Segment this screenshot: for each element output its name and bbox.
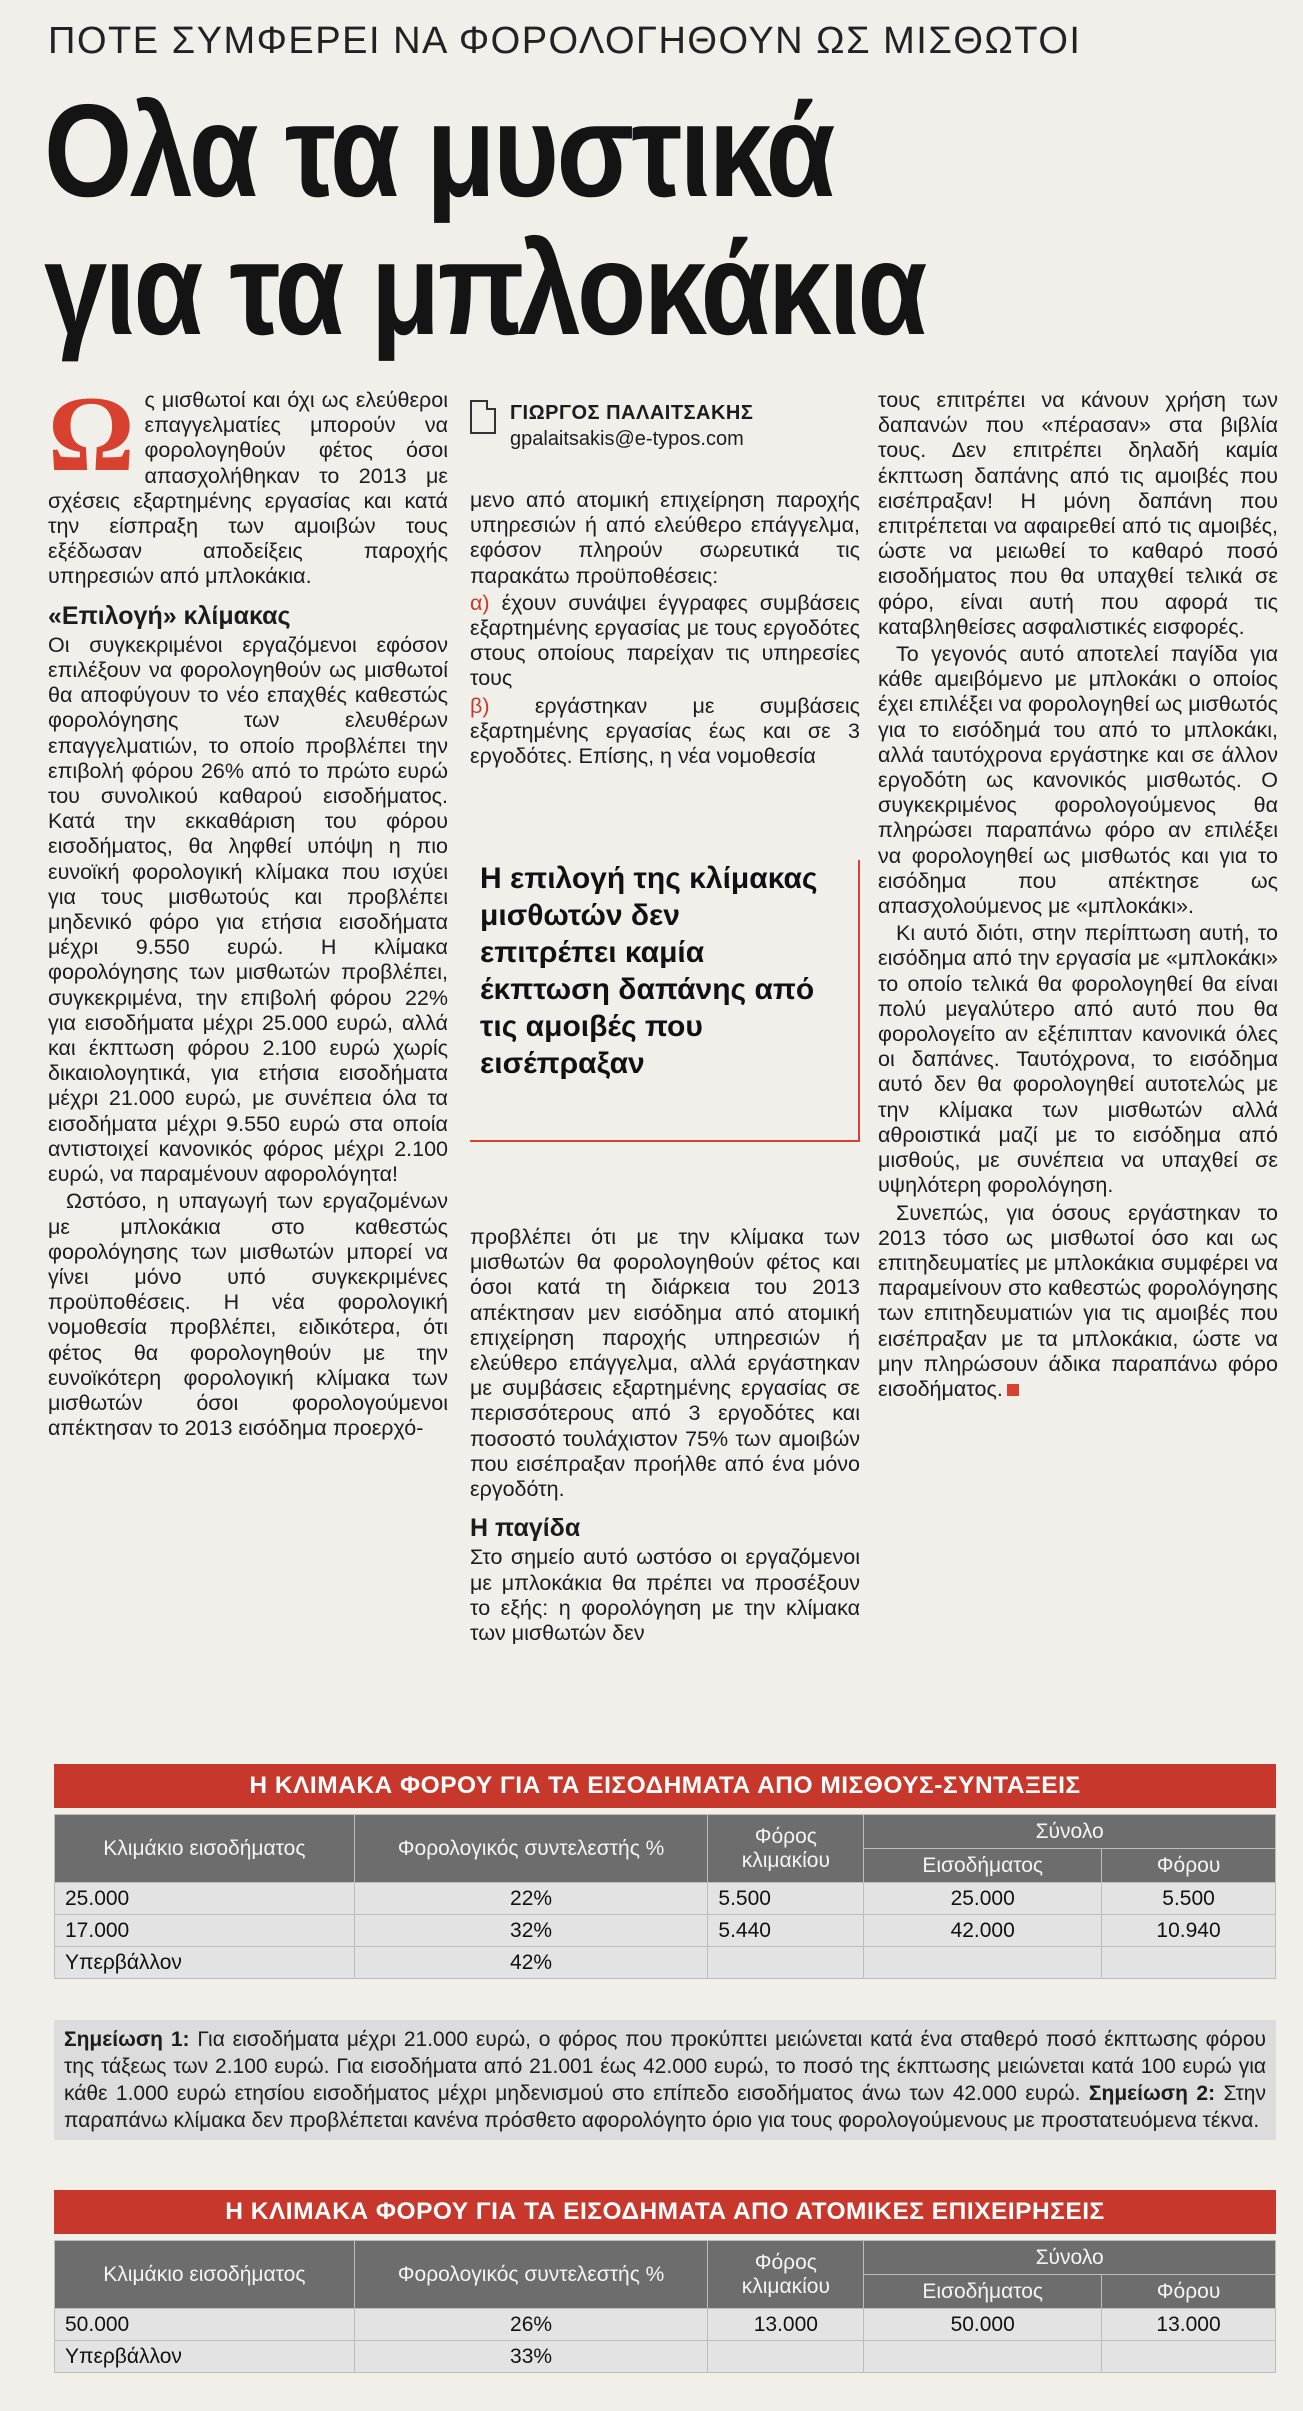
table1-cell: 22% [354,1883,708,1915]
table-row [55,1883,1276,1915]
table1-cell [1102,1947,1276,1979]
article-headline [44,77,1093,362]
end-mark-icon [1007,1384,1019,1396]
paragraph-7: Το γεγονός αυτό αποτελεί παγίδα για κάθε αμειβόμενο με μπλοκάκι ο οποίος έχει επιλέξει να φορολογηθεί ως μισθωτός για το εισόδημά του από το μπλοκάκι, αλλά ταυτόχρονα εργάστηκε και σε άλλον εργοδότη ως κανονικός μισθωτός. Ο συγκεκριμένος φορολογούμενος θα πληρώσει παραπάνω φόρο αν επιλέξει να φορολογηθεί ως μισθωτός και για το εισόδημα που απέκτησε ως απασχολούμενος με «μπλοκάκι». [878,642,1278,919]
lead-text: ς μισθωτοί και όχι ως ελεύθεροι επαγγελματίες μπορούν να φορολογηθούν φέτος όσοι απασχολήθηκαν το 2013 με σχέσεις εξαρτημένης εργασίας και κατά την είσπραξη των αμοιβών τους εξέδωσαν αποδείξεις παροχής υπηρεσιών από μπλοκάκια. [48,388,448,589]
table1-cell: 5.500 [708,1883,864,1915]
paragraph-8: Κι αυτό διότι, στην περίπτωση αυτή, το εισόδημα από την εργασία με «μπλοκάκι» το οποίο τελικά θα φορολογηθεί θα είναι πολύ μεγαλύτερο από αυτό που θα φορολογείτο αν εξέπιπταν κανονικά όλες οι δαπάνες. Ταυτόχρονα, το εισόδημα αυτό δεν θα φορολογηθεί αυτοτελώς με την κλίμακα των μισθωτών αλλά αθροιστικά μαζί με το εισόδημα από μισθούς, με συνέπεια να υπαχθεί σε υψηλότερη φορολόγηση. [878,921,1278,1198]
table-row [55,2309,1276,2341]
author-name: ΓΙΩΡΓΟΣ ΠΑΛΑΙΤΣΑΚΗΣ [510,402,754,424]
table1-cell: 17.000 [55,1915,355,1947]
table1-cell: Υπερβάλλον [55,1947,355,1979]
table1-title-text: Η ΚΛΙΜΑΚΑ ΦΟΡΟΥ ΓΙΑ ΤΑ ΕΙΣΟΔΗΜΑΤΑ ΑΠΟ ΜΙΣΘΟΥΣ-ΣΥΝΤΑΞΕΙΣ [249,1772,1081,1799]
table2-title [54,2190,1276,2234]
pull-quote-text: Η επιλογή της κλίμακας μισθωτών δεν επιτρέπει καμία έκπτωση δαπάνης από τις αμοιβές που εισέπραξαν [480,862,818,1080]
condition-a-label: α) [470,590,490,615]
condition-a-text: έχουν συνάψει έγγραφες συμβάσεις εξαρτημένης εργασίας με τους εργοδότες στους οποίους παρείχαν τις υπηρεσίες τους [470,590,860,691]
article-column-2 [470,488,860,771]
table1-header-total: Σύνολο [864,1815,1276,1849]
table2-header-bracket: Κλιμάκιο εισοδήματος [55,2241,355,2309]
table1-header-tax-total: Φόρου [1102,1849,1276,1883]
table2-cell: 50.000 [864,2309,1102,2341]
table1-cell: 10.940 [1102,1915,1276,1947]
subhead-scale-choice: «Επιλογή» κλίμακας [48,601,291,630]
table1-cell: 42.000 [864,1915,1102,1947]
table1-header-tax: Φόρος κλιμακίου [708,1815,864,1883]
table2-cell: 26% [354,2309,708,2341]
table2-header-total: Σύνολο [864,2241,1276,2275]
table1-cell: 25.000 [55,1883,355,1915]
headline-line-1: Ολα τα μυστικά [44,77,833,224]
paragraph-9-text: Συνεπώς, για όσους εργάστηκαν το 2013 τόσο ως μισθωτοί όσο και ως επιτηδευματίες με μπλοκάκια συμφέρει να παραμείνουν στο καθεστώς φορολόγησης των επιτηδευματιών για τις αμοιβές που εισέπραξαν με τα μπλοκάκια, ώστε να μην πληρώσουν άδικα παραπάνω φόρο εισοδήματος. [878,1200,1278,1401]
condition-b-text: εργάστηκαν με συμβάσεις εξαρτημένης εργασίας έως και σε 3 εργοδότες. Επίσης, η νέα νομοθεσία [470,693,860,769]
table2-header-rate: Φορολογικός συντελεστής % [354,2241,708,2309]
article-column-1 [48,375,448,1443]
table1-cell [864,1947,1102,1979]
table1-cell: 42% [354,1947,708,1979]
table2-cell [1102,2341,1276,2373]
table1-notes [54,2020,1276,2140]
table-row [55,1947,1276,1979]
table1-cell: 32% [354,1915,708,1947]
paragraph-2: Ωστόσο, η υπαγωγή των εργαζομένων με μπλοκάκια στο καθεστώς φορολόγησης των μισθωτών μπορεί να γίνει μόνο υπό συγκεκριμένες προϋποθέσεις. Η νέα φορολογική νομοθεσία προβλέπει, ειδικότερα, ότι φέτος θα φορολογηθούν με την ευνοϊκότερη φορολογική κλίμακα των μισθωτών όσοι φορολογούμενοι απέκτησαν το 2013 εισόδημα προερχό- [48,1189,448,1441]
subhead-trap: Η παγίδα [470,1514,581,1543]
table1-header-rate: Φορολογικός συντελεστής % [354,1815,708,1883]
table2-header-tax: Φόρος κλιμακίου [708,2241,864,2309]
table1-cell: 5.500 [1102,1883,1276,1915]
paragraph-1: Οι συγκεκριμένοι εργαζόμενοι εφόσον επιλέξουν να φορολογηθούν ως μισθωτοί θα αποφύγουν το νέο επαχθές καθεστώς φορολόγησης των ελευθέρων επαγγελματιών, το οποίο προβλέπει την επιβολή φόρου 26% από το πρώτο ευρώ του συνολικού καθαρού εισοδήματος. Κατά την εκκαθάριση του φόρου εισοδήματος, θα ληφθεί υπόψη η πιο ευνοϊκή φορολογική κλίμακα που ισχύει για τους μισθωτούς και προβλέπει μηδενικό φόρο για ετήσια εισοδήματα μέχρι 9.550 ευρώ. Η κλίμακα φορολόγησης των μισθωτών προβλέπει, συγκεκριμένα, την επιβολή φόρου 22% για εισοδήματα μέχρι 25.000 ευρώ, αλλά και έκπτωση φόρου 2.100 ευρώ χωρίς δικαιολογητικά, για ετήσια εισοδήματα μέχρι 21.000 ευρώ, με συνέπεια όλα τα εισοδήματα μέχρι 9.550 ευρώ στα οποία αντιστοιχεί κανονικός φόρος μέχρι 2.100 ευρώ, να παραμένουν αφορολόγητα! [48,632,448,1187]
paragraph-3: μενο από ατομική επιχείρηση παροχής υπηρεσιών ή από ελεύθερο επάγγελμα, εφόσον πληρούν σωρευτικά τις παρακάτω προϋποθέσεις: [470,488,860,588]
table2 [54,2240,1276,2373]
condition-b [470,694,860,770]
table2-cell: 50.000 [55,2309,355,2341]
author-email[interactable]: gpalaitsakis@e-typos.com [510,428,744,450]
table1 [54,1814,1276,1979]
table2-header-income: Εισοδήματος [864,2275,1102,2309]
drop-cap: Ω [48,375,135,494]
note2-label: Σημείωση 2: [1088,2082,1216,2105]
headline-line-2: για τα μπλοκάκια [44,215,925,362]
paragraph-9 [878,1201,1278,1403]
paragraph-6: τους επιτρέπει να κάνουν χρήση των δαπανών που «πέρασαν» στα βιβλία τους. Δεν επιτρέπει δηλαδή καμία έκπτωση δαπάνης από τις αμοιβές που εισέπραξαν! Η μόνη δαπάνη που επιτρέπεται να αφαιρεθεί από τις αμοιβές, ώστε να μειωθεί το καθαρό ποσό εισοδήματος που θα υπαχθεί τελικά σε φόρο, είναι αυτή που αφορά τις καταβληθείσες ασφαλιστικές εισφορές. [878,388,1278,639]
lead-paragraph [48,375,448,590]
table1-cell [708,1947,864,1979]
table2-cell: 33% [354,2341,708,2373]
condition-a [470,591,860,692]
table2-header-tax-total: Φόρου [1102,2275,1276,2309]
table-row [55,1915,1276,1947]
article-kicker: ΠΟΤΕ ΣΥΜΦΕΡΕΙ ΝΑ ΦΟΡΟΛΟΓΗΘΟΥΝ ΩΣ ΜΙΣΘΩΤΟΙ [48,20,1082,62]
document-icon [470,400,496,434]
pull-quote [470,860,860,1140]
note2-text: Στην παραπάνω κλίμακα δεν προβλέπεται κανένα πρόσθετο αφορολόγητο όριο για τους φορολογούμενους με προστατευόμενα τέκνα. [64,2082,1266,2132]
table2-cell [864,2341,1102,2373]
note1-label: Σημείωση 1: [64,2028,190,2051]
table1-cell: 25.000 [864,1883,1102,1915]
table2-title-text: Η ΚΛΙΜΑΚΑ ΦΟΡΟΥ ΓΙΑ ΤΑ ΕΙΣΟΔΗΜΑΤΑ ΑΠΟ ΑΤΟΜΙΚΕΣ ΕΠΙΧΕΙΡΗΣΕΙΣ [225,2198,1105,2225]
condition-b-label: β) [470,693,490,718]
note1-text: Για εισοδήματα μέχρι 21.000 ευρώ, ο φόρος που προκύπτει μειώνεται κατά ένα σταθερό ποσό έκπτωσης φόρου της τάξεως των 2.100 ευρώ. Για εισοδήματα από 21.001 έως 42.000 ευρώ, το ποσό της έκπτωσης μειώνεται κατά 100 ευρώ για κάθε 1.000 ευρώ ετησίου εισοδήματος μέχρι μηδενισμού στο επίπεδο εισοδήματος άνω των 42.000 ευρώ. [64,2028,1266,2105]
paragraph-5: Στο σημείο αυτό ωστόσο οι εργαζόμενοι με μπλοκάκια θα πρέπει να προσέξουν το εξής: η φορολόγηση με την κλίμακα των μισθωτών δεν [470,1545,860,1646]
table2-cell [708,2341,864,2373]
table1-header-bracket: Κλιμάκιο εισοδήματος [55,1815,355,1883]
table1-cell: 5.440 [708,1915,864,1947]
article-column-3 [878,388,1278,1404]
table1-header-income: Εισοδήματος [864,1849,1102,1883]
paragraph-4: προβλέπει ότι με την κλίμακα των μισθωτών θα φορολογηθούν φέτος και όσοι κατά τη διάρκεια του 2013 απέκτησαν μεν εισόδημα από ατομική επιχείρηση παροχής υπηρεσιών ή ελεύθερο επάγγελμα, αλλά εργάστηκαν με συμβάσεις εξαρτημένης εργασίας σε περισσότερους από 3 εργοδότες και ποσοστό τουλάχιστον 75% των αμοιβών που εισέπραξαν προήλθε από ένα μόνο εργοδότη. [470,1225,860,1502]
table2-cell: 13.000 [708,2309,864,2341]
table2-cell: Υπερβάλλον [55,2341,355,2373]
table2-cell: 13.000 [1102,2309,1276,2341]
table1-title [54,1764,1276,1808]
table-row [55,2341,1276,2373]
article-column-2-lower [470,1225,860,1648]
